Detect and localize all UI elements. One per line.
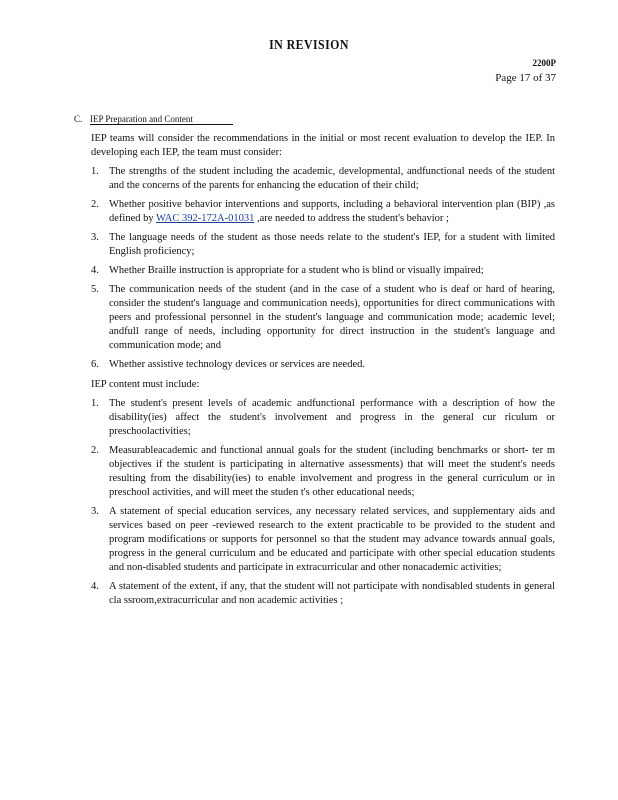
list-item xyxy=(91,165,555,193)
item-text: The communication needs of the student (and in the case of a student who is deaf or hard of hearing, consider the student's language and communication needs), opportunities for direct communications with peers and professional personnel in the student's language and communication mode; academic level; andfull range of needs, including opportunity for direct instruction in the student's language and communication mode; and xyxy=(109,284,555,351)
wac-link[interactable]: WAC 392-172A-01031 xyxy=(156,213,255,224)
item-number: 2. xyxy=(91,445,99,456)
item-number: 5. xyxy=(91,284,99,295)
item-number: 2. xyxy=(91,199,99,210)
item-number: 3. xyxy=(91,232,99,243)
list-item xyxy=(91,444,555,500)
item-text: The language needs of the student as those needs relate to the student's IEP, for a student with limited English proficiency; xyxy=(109,232,555,257)
item-text: The strengths of the student including the academic, developmental, andfunctional needs of the student and the concerns of the parents for enhancing the education of their child; xyxy=(109,166,555,191)
section-title: IEP Preparation and Content xyxy=(90,114,233,125)
item-number: 4. xyxy=(91,265,99,276)
list-item xyxy=(91,580,555,608)
item-text: Measurableacademic and functional annual goals for the student (including benchmarks or short- ter m objectives if the student is participating in alternative assessments) that will meet the student's needs resulting from the disability(ies) to enable involvement and progress in the general curriculum or in preschool activities, and will meet the studen t's other educational needs; xyxy=(109,445,555,498)
item-text: A statement of special education services, any necessary related services, and supplementary aids and services based on peer -reviewed research to the extent practicable to be provided to the student and program modifications or supports for personnel so that the student may advance towards annual goals, progress in the general curriculum and be educated and participate with other special education students and non-disabled students and participate in extracurricular and other nonacademic activities; xyxy=(109,506,555,573)
content-list xyxy=(91,397,555,608)
list-item xyxy=(91,505,555,575)
consider-list xyxy=(91,165,555,372)
item-text: Whether assistive technology devices or services are needed. xyxy=(109,359,365,370)
policy-code: 2200P xyxy=(532,58,556,68)
content-intro: IEP content must include: xyxy=(91,379,200,390)
item-number: 1. xyxy=(91,398,99,409)
list-item xyxy=(91,231,555,259)
list-item xyxy=(91,358,555,372)
page-title: IN REVISION xyxy=(269,38,349,53)
list-item xyxy=(91,198,555,226)
item-text: A statement of the extent, if any, that the student will not participate with nondisabled students in general cla ssroom,extracurricular and non academic activities ; xyxy=(109,581,555,606)
item-number: 6. xyxy=(91,359,99,370)
section-body xyxy=(91,132,555,614)
list-item xyxy=(91,264,555,278)
item-number: 1. xyxy=(91,166,99,177)
list-item xyxy=(91,283,555,353)
item-number: 3. xyxy=(91,506,99,517)
page-number: Page 17 of 37 xyxy=(495,72,556,84)
list-item xyxy=(91,397,555,439)
intro-paragraph: IEP teams will consider the recommendations in the initial or most recent evaluation to develop the IEP. In developing each IEP, the team must consider: xyxy=(91,133,555,158)
item-text: The student's present levels of academic andfunctional performance with a description of how the disability(ies) affect the student's involvement and progress in the general cur riculum or preschoolactivities; xyxy=(109,398,555,437)
item-text: ,are needed to address the student's behavior ; xyxy=(254,213,449,224)
section-letter: C. xyxy=(74,114,83,124)
item-number: 4. xyxy=(91,581,99,592)
item-text: Whether positive behavior interventions and supports, including a behavioral intervention plan (BIP) ,as defined by xyxy=(109,199,555,224)
item-text: Whether Braille instruction is appropriate for a student who is blind or visually impaired; xyxy=(109,265,484,276)
